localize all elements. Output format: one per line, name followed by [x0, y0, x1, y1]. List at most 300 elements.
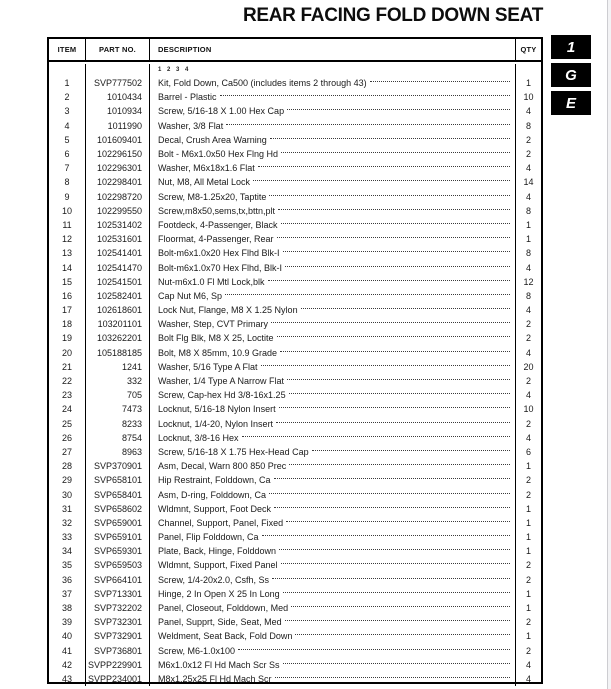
description-text: Bolt, M8 X 85mm, 10.9 Grade	[158, 347, 278, 358]
description-cell	[150, 502, 516, 516]
qty-cell: 1	[525, 234, 531, 245]
item-cell: 18	[49, 317, 86, 331]
item-cell: 34	[49, 544, 86, 558]
table-row	[49, 346, 541, 360]
part-no-cell: SVP732901	[86, 629, 150, 643]
qty-cell: 4	[525, 106, 531, 117]
part-no-cell: 102296150	[86, 147, 150, 161]
table-row	[49, 119, 541, 133]
description-cell	[150, 289, 516, 303]
qty-cell: 1	[525, 78, 531, 89]
dotted-leader	[275, 677, 510, 678]
dotted-leader	[285, 620, 510, 621]
qty-cell: 1	[525, 631, 531, 642]
table-row	[49, 190, 541, 204]
item-cell: 43	[49, 672, 86, 686]
qty-cell: 2	[525, 134, 531, 145]
table-row	[49, 76, 541, 90]
dotted-leader	[242, 436, 510, 437]
part-no-cell: SVP659503	[86, 558, 150, 572]
item-cell: 35	[49, 558, 86, 572]
description-text: Screw, 1/4-20x2.0, Csfh, Ss	[158, 574, 270, 585]
description-text: Hip Restraint, Folddown, Ca	[158, 475, 271, 486]
part-no-cell: SVP659001	[86, 516, 150, 530]
description-cell	[150, 487, 516, 501]
part-no-cell: SVPP234001	[86, 672, 150, 686]
qty-cell: 2	[525, 489, 531, 500]
table-row	[49, 218, 541, 232]
table-row	[49, 303, 541, 317]
description-text: Screw, M8-1.25x20, Taptite	[158, 191, 267, 202]
qty-cell: 2	[525, 149, 531, 160]
part-no-cell: SVP659101	[86, 530, 150, 544]
dotted-leader	[287, 379, 510, 380]
description-text: Nut, M8, All Metal Lock	[158, 177, 251, 188]
part-no-cell: SVP732301	[86, 615, 150, 629]
section-index-tabs	[551, 35, 591, 115]
superscript-note-row	[49, 64, 541, 76]
dotted-leader	[225, 294, 510, 295]
dotted-leader	[270, 138, 510, 139]
parts-table	[47, 37, 543, 684]
part-no-cell: 101609401	[86, 133, 150, 147]
part-no-cell: SVP732202	[86, 601, 150, 615]
table-body	[49, 62, 541, 686]
table-row	[49, 445, 541, 459]
qty-cell: 8	[525, 120, 531, 131]
table-row	[49, 90, 541, 104]
dotted-leader	[277, 336, 510, 337]
dotted-leader	[274, 478, 510, 479]
table-row	[49, 331, 541, 345]
description-cell	[150, 133, 516, 147]
qty-cell: 10	[523, 404, 534, 415]
table-row	[49, 246, 541, 260]
description-text: Screw, 5/16-18 X 1.75 Hex-Head Cap	[158, 446, 309, 457]
table-row	[49, 317, 541, 331]
table-row	[49, 516, 541, 530]
description-cell	[150, 587, 516, 601]
dotted-leader	[287, 109, 510, 110]
dotted-leader	[269, 195, 510, 196]
table-row	[49, 374, 541, 388]
qty-cell: 1	[525, 588, 531, 599]
description-text: Panel, Supprt, Side, Seat, Med	[158, 617, 282, 628]
item-cell: 2	[49, 90, 86, 104]
table-row	[49, 275, 541, 289]
part-no-cell: 8233	[86, 417, 150, 431]
dotted-leader	[238, 649, 510, 650]
item-cell: 6	[49, 147, 86, 161]
part-no-cell: SVP658602	[86, 502, 150, 516]
table-row	[49, 360, 541, 374]
part-no-cell: SVPP229901	[86, 658, 150, 672]
dotted-leader	[281, 563, 510, 564]
description-cell	[150, 629, 516, 643]
dotted-leader	[286, 521, 510, 522]
description-text: Plate, Back, Hinge, Folddown	[158, 546, 277, 557]
qty-cell: 8	[525, 290, 531, 301]
item-cell: 20	[49, 346, 86, 360]
item-cell: 11	[49, 218, 86, 232]
part-no-cell: 102531601	[86, 232, 150, 246]
table-row	[49, 530, 541, 544]
dotted-leader	[289, 393, 510, 394]
dotted-leader	[278, 209, 510, 210]
item-cell: 37	[49, 587, 86, 601]
qty-cell: 2	[525, 617, 531, 628]
description-cell	[150, 558, 516, 572]
part-no-cell: 102299550	[86, 204, 150, 218]
part-no-cell: 1241	[86, 360, 150, 374]
item-cell: 32	[49, 516, 86, 530]
dotted-leader	[253, 180, 510, 181]
table-row	[49, 402, 541, 416]
index-tab-1: 1	[551, 35, 591, 59]
description-text: Washer, M6x18x1.6 Flat	[158, 163, 255, 174]
description-cell	[150, 190, 516, 204]
description-cell	[150, 147, 516, 161]
qty-cell: 2	[525, 376, 531, 387]
table-row	[49, 487, 541, 501]
item-cell: 26	[49, 431, 86, 445]
dotted-leader	[301, 308, 510, 309]
description-text: Channel, Support, Panel, Fixed	[158, 517, 284, 528]
dotted-leader	[274, 507, 510, 508]
part-no-cell: 102618601	[86, 303, 150, 317]
table-row	[49, 473, 541, 487]
description-text: Weldment, Seat Back, Fold Down	[158, 631, 293, 642]
description-cell	[150, 417, 516, 431]
dotted-leader	[276, 422, 510, 423]
description-cell	[150, 204, 516, 218]
description-text: Floormat, 4-Passenger, Rear	[158, 234, 274, 245]
part-no-cell: SVP664101	[86, 573, 150, 587]
part-no-cell: SVP659301	[86, 544, 150, 558]
dotted-leader	[279, 549, 510, 550]
part-no-cell: 1011990	[86, 119, 150, 133]
qty-cell: 4	[525, 659, 531, 670]
qty-cell: 1	[525, 219, 531, 230]
spacer-cell	[49, 64, 86, 76]
part-no-cell: 332	[86, 374, 150, 388]
description-cell	[150, 573, 516, 587]
description-text: Panel, Flip Folddown, Ca	[158, 532, 259, 543]
description-text: Washer, 5/16 Type A Flat	[158, 361, 258, 372]
dotted-leader	[291, 606, 510, 607]
dotted-leader	[226, 124, 510, 125]
description-cell	[150, 644, 516, 658]
superscript-note: 1 2 3 4	[158, 67, 189, 73]
item-cell: 24	[49, 402, 86, 416]
table-row	[49, 601, 541, 615]
qty-cell: 1	[525, 517, 531, 528]
part-no-cell: 102296301	[86, 161, 150, 175]
part-no-cell: 102541401	[86, 246, 150, 260]
dotted-leader	[277, 237, 510, 238]
qty-cell: 4	[525, 262, 531, 273]
description-cell	[150, 431, 516, 445]
qty-cell: 1	[525, 461, 531, 472]
part-no-cell: 7473	[86, 402, 150, 416]
part-no-cell: SVP370901	[86, 459, 150, 473]
description-text: Screw, Cap-hex Hd 3/8-16x1.25	[158, 390, 286, 401]
item-cell: 29	[49, 473, 86, 487]
description-text: Locknut, 1/4-20, Nylon Insert	[158, 418, 274, 429]
description-cell	[150, 317, 516, 331]
description-text: Asm, Decal, Warn 800 850 Prec	[158, 461, 287, 472]
description-text: Washer, 3/8 Flat	[158, 120, 224, 131]
dotted-leader	[280, 351, 510, 352]
table-row	[49, 629, 541, 643]
item-cell: 36	[49, 573, 86, 587]
item-cell: 40	[49, 629, 86, 643]
table-row	[49, 431, 541, 445]
qty-cell: 4	[525, 673, 531, 684]
item-cell: 23	[49, 388, 86, 402]
table-row	[49, 672, 541, 686]
dotted-leader	[283, 592, 510, 593]
item-cell: 12	[49, 232, 86, 246]
dotted-leader	[269, 493, 510, 494]
description-cell	[150, 459, 516, 473]
description-text: Washer, Step, CVT Primary	[158, 319, 269, 330]
part-no-cell: 102582401	[86, 289, 150, 303]
index-tab-g: G	[551, 63, 591, 87]
part-no-cell: SVP658101	[86, 473, 150, 487]
description-cell	[150, 658, 516, 672]
description-cell	[150, 331, 516, 345]
description-cell	[150, 360, 516, 374]
table-row	[49, 260, 541, 274]
header-item: ITEM	[49, 39, 86, 60]
dotted-leader	[271, 322, 510, 323]
dotted-leader	[281, 152, 510, 153]
description-cell	[150, 445, 516, 459]
table-row	[49, 644, 541, 658]
description-cell	[150, 672, 516, 686]
description-cell	[150, 218, 516, 232]
description-text: Asm, D-ring, Folddown, Ca	[158, 489, 267, 500]
header-part-no: PART NO.	[86, 39, 150, 60]
header-description: DESCRIPTION	[150, 39, 516, 60]
item-cell: 10	[49, 204, 86, 218]
description-text: M6x1.0x12 Fl Hd Mach Scr Ss	[158, 659, 280, 670]
description-text: Bolt-m6x1.0x70 Hex Flhd, Blk-I	[158, 262, 283, 273]
table-row	[49, 615, 541, 629]
table-row	[49, 558, 541, 572]
dotted-leader	[262, 535, 510, 536]
description-text: Bolt - M6x1.0x50 Hex Flng Hd	[158, 149, 279, 160]
qty-cell: 1	[525, 503, 531, 514]
item-cell: 19	[49, 331, 86, 345]
description-text: Bolt Flg Blk, M8 X 25, Loctite	[158, 333, 274, 344]
table-row	[49, 175, 541, 189]
description-cell	[150, 388, 516, 402]
description-cell	[150, 516, 516, 530]
description-cell	[150, 246, 516, 260]
qty-cell: 8	[525, 248, 531, 259]
dotted-leader	[295, 634, 510, 635]
superscript-note-cell	[150, 64, 516, 76]
dotted-leader	[283, 251, 510, 252]
description-cell	[150, 275, 516, 289]
dotted-leader	[312, 450, 510, 451]
item-cell: 15	[49, 275, 86, 289]
description-text: Wldmnt, Support, Foot Deck	[158, 503, 272, 514]
part-no-cell: 1010934	[86, 104, 150, 118]
qty-cell: 12	[523, 276, 534, 287]
description-cell	[150, 402, 516, 416]
item-cell: 17	[49, 303, 86, 317]
qty-cell: 4	[525, 432, 531, 443]
qty-cell: 4	[525, 305, 531, 316]
description-text: Wldmnt, Support, Fixed Panel	[158, 560, 278, 571]
part-no-cell: 8963	[86, 445, 150, 459]
qty-cell: 2	[525, 560, 531, 571]
qty-cell: 2	[525, 475, 531, 486]
dotted-leader	[370, 81, 510, 82]
table-row	[49, 573, 541, 587]
table-row	[49, 161, 541, 175]
item-cell: 41	[49, 644, 86, 658]
qty-cell: 8	[525, 205, 531, 216]
item-cell: 3	[49, 104, 86, 118]
description-text: Cap Nut M6, Sp	[158, 290, 223, 301]
qty-cell: 6	[525, 446, 531, 457]
qty-cell: 20	[523, 361, 534, 372]
part-no-cell: 105188185	[86, 346, 150, 360]
qty-cell: 1	[525, 603, 531, 614]
qty-cell: 4	[525, 347, 531, 358]
table-row	[49, 587, 541, 601]
item-cell: 13	[49, 246, 86, 260]
part-no-cell: 8754	[86, 431, 150, 445]
dotted-leader	[258, 166, 510, 167]
qty-cell: 2	[525, 333, 531, 344]
description-text: Screw,m8x50,sems,tx,bttn,plt	[158, 205, 276, 216]
dotted-leader	[279, 407, 510, 408]
description-cell	[150, 260, 516, 274]
item-cell: 28	[49, 459, 86, 473]
qty-cell: 10	[523, 92, 534, 103]
description-cell	[150, 161, 516, 175]
item-cell: 14	[49, 260, 86, 274]
item-cell: 9	[49, 190, 86, 204]
table-row	[49, 658, 541, 672]
part-no-cell: 102531402	[86, 218, 150, 232]
table-row	[49, 544, 541, 558]
item-cell: 4	[49, 119, 86, 133]
table-row	[49, 232, 541, 246]
part-no-cell: SVP713301	[86, 587, 150, 601]
description-text: Decal, Crush Area Warning	[158, 134, 267, 145]
part-no-cell: 102541470	[86, 260, 150, 274]
part-no-cell: 705	[86, 388, 150, 402]
part-no-cell: 102541501	[86, 275, 150, 289]
description-text: Washer, 1/4 Type A Narrow Flat	[158, 376, 285, 387]
dotted-leader	[268, 280, 510, 281]
item-cell: 1	[49, 76, 86, 90]
description-text: Locknut, 5/16-18 Nylon Insert	[158, 404, 276, 415]
description-cell	[150, 615, 516, 629]
qty-cell: 14	[523, 177, 534, 188]
header-qty: QTY	[520, 45, 537, 54]
dotted-leader	[289, 464, 510, 465]
description-cell	[150, 232, 516, 246]
description-cell	[150, 104, 516, 118]
part-no-cell: 102298720	[86, 190, 150, 204]
item-cell: 7	[49, 161, 86, 175]
item-cell: 39	[49, 615, 86, 629]
description-text: Hinge, 2 In Open X 25 In Long	[158, 588, 280, 599]
qty-cell: 1	[525, 546, 531, 557]
qty-cell: 1	[525, 532, 531, 543]
description-cell	[150, 175, 516, 189]
item-cell: 42	[49, 658, 86, 672]
item-cell: 30	[49, 487, 86, 501]
item-cell: 16	[49, 289, 86, 303]
table-row	[49, 459, 541, 473]
qty-cell: 4	[525, 390, 531, 401]
description-text: Screw, M6-1.0x100	[158, 645, 236, 656]
description-text: Bolt-m6x1.0x20 Hex Flhd Blk-I	[158, 248, 280, 259]
qty-cell: 4	[525, 191, 531, 202]
qty-cell: 4	[525, 163, 531, 174]
description-text: Footdeck, 4-Passenger, Black	[158, 219, 278, 230]
description-text: Nut-m6x1.0 Fl Mtl Lock,blk	[158, 276, 265, 287]
spacer-cell	[516, 64, 541, 76]
page-title: REAR FACING FOLD DOWN SEAT	[242, 5, 543, 26]
part-no-cell: 103262201	[86, 331, 150, 345]
qty-cell: 2	[525, 418, 531, 429]
item-cell: 33	[49, 530, 86, 544]
table-row	[49, 417, 541, 431]
table-row	[49, 104, 541, 118]
table-row	[49, 133, 541, 147]
description-cell	[150, 76, 516, 90]
dotted-leader	[281, 223, 510, 224]
dotted-leader	[272, 578, 510, 579]
description-text: Lock Nut, Flange, M8 X 1.25 Nylon	[158, 305, 298, 316]
item-cell: 21	[49, 360, 86, 374]
description-cell	[150, 303, 516, 317]
table-row	[49, 147, 541, 161]
table-row	[49, 502, 541, 516]
description-text: Screw, 5/16-18 X 1.00 Hex Cap	[158, 106, 285, 117]
qty-cell: 2	[525, 319, 531, 330]
table-row	[49, 289, 541, 303]
description-cell	[150, 346, 516, 360]
table-row	[49, 204, 541, 218]
description-cell	[150, 601, 516, 615]
description-text: Barrel - Plastic	[158, 92, 217, 103]
part-no-cell: 102298401	[86, 175, 150, 189]
part-no-cell: SVP736801	[86, 644, 150, 658]
qty-cell: 2	[525, 645, 531, 656]
description-cell	[150, 544, 516, 558]
index-tab-e: E	[551, 91, 591, 115]
description-cell	[150, 90, 516, 104]
part-no-cell: 1010434	[86, 90, 150, 104]
item-cell: 27	[49, 445, 86, 459]
part-no-cell: SVP658401	[86, 487, 150, 501]
qty-cell: 2	[525, 574, 531, 585]
spacer-cell	[86, 64, 150, 76]
description-cell	[150, 119, 516, 133]
item-cell: 38	[49, 601, 86, 615]
dotted-leader	[285, 266, 510, 267]
